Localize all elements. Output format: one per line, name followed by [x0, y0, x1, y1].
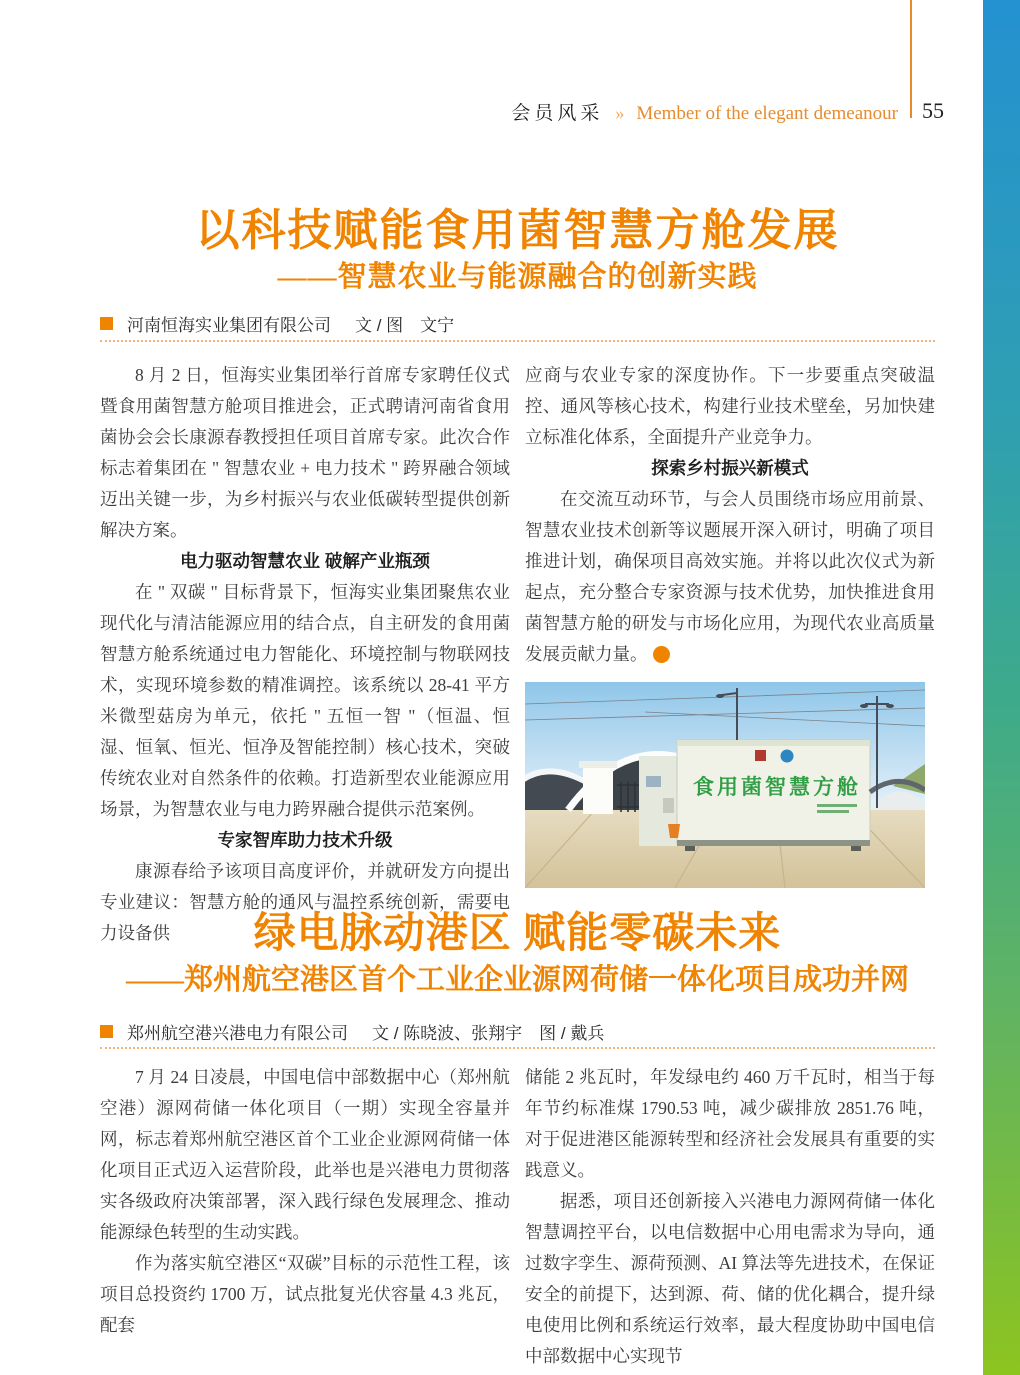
header-vertical-rule [910, 0, 912, 118]
article2-left-column [100, 1062, 510, 1372]
photo-illustration [525, 682, 925, 888]
section-subhead: 探索乡村振兴新模式 [651, 458, 809, 478]
container-skirt [677, 840, 870, 846]
article1-left-column [100, 360, 510, 949]
article2-byline [100, 1019, 935, 1044]
container-phone-line-2 [817, 810, 849, 813]
body-paragraph: 应商与农业专家的深度协作。下一步要重点突破温控、通风等核心技术，构建行业技术壁垒，另加快建立标准化体系，全面提升产业竞争力。 [525, 365, 935, 447]
article1-body [100, 360, 935, 949]
section-subhead: 专家智库助力技术升级 [217, 830, 393, 850]
body-paragraph: 作为落实航空港区“双碳”目标的示范性工程，该项目总投资约 1700 万，试点批复光伏容量 4.3 兆瓦，配套 [100, 1253, 510, 1335]
article-end-icon [653, 646, 670, 663]
body-paragraph: 8 月 2 日，恒海实业集团举行首席专家聘任仪式暨食用菌智慧方舱项目推进会，正式聘请河南省食用菌协会会长康源春教授担任项目首席专家。此次合作标志着集团在 " 智慧农业 + 电力技术 " 跨界融合领域迈出关键一步，为乡村振兴与农业低碳转型提供创新解决方案。 [100, 365, 510, 540]
byline-square-icon [100, 317, 113, 330]
article1-byline-credit: 文 / 图 文宁 [355, 316, 455, 335]
container-logo-red [755, 750, 766, 761]
dotted-divider-2 [100, 1047, 935, 1049]
section-title-en: Member of the elegant demeanour [636, 103, 898, 124]
body-paragraph: 7 月 24 日凌晨，中国电信中部数据中心（郑州航空港）源网荷储一体化项目（一期）实现全容量并网，标志着郑州航空港区首个工业企业源网荷储一体化项目正式迈入运营阶段，此举也是兴港电力贯彻落实各级政府决策部署，深入践行绿色发展理念、推动能源绿色转型的生动实践。 [100, 1067, 510, 1242]
body-paragraph: 储能 2 兆瓦时，年发绿电约 460 万千瓦时，相当于每年节约标准煤 1790.53 吨，减少碳排放 2851.76 吨，对于促进港区能源转型和经济社会发展具有重要的实践意义。 [525, 1067, 935, 1180]
lamp-head-left [716, 694, 724, 698]
page-header [0, 98, 898, 125]
article1-byline-org: 河南恒海实业集团有限公司 [127, 316, 331, 335]
container-leg [685, 846, 695, 851]
body-paragraph: 康源春给予该项目高度评价，并就研发方向提出专业建议：智慧方舱的通风与温控系统创新，需要电力设备供 [100, 861, 510, 943]
container-roof-edge [677, 740, 870, 746]
container-label-text: 食用菌智慧方舱 [693, 776, 861, 799]
article1-right-column-text [525, 360, 935, 670]
ac-unit [663, 798, 674, 813]
article2-subtitle: ——郑州航空港区首个工业企业源网荷储一体化项目成功并网 [125, 964, 909, 996]
article1-title: 以科技赋能食用菌智慧方舱发展 [195, 206, 840, 255]
article2-body [100, 1062, 935, 1372]
container-logo-blue [781, 750, 794, 763]
chevron-right-icon: » [615, 103, 625, 123]
lamp-head-right-1 [860, 704, 868, 708]
body-paragraph: 据悉，项目还创新接入兴港电力源网荷储一体化智慧调控平台，以电信数据中心用电需求为导向，通过数字孪生、源荷预测、AI 算法等先进技术，在保证安全的前提下，达到源、荷、储的优化耦合，提升绿电使用比例和系统运行效率，最大程度协助中国电信中部数据中心实现节 [525, 1191, 935, 1366]
orange-bucket [668, 824, 680, 838]
section-title-cn: 会员风采 [511, 103, 604, 124]
article1-photo [525, 682, 925, 888]
article1-byline [100, 311, 935, 336]
lamp-head-right-2 [886, 704, 894, 708]
article2-byline-org: 郑州航空港兴港电力有限公司 [127, 1024, 348, 1043]
gradient-edge-bar [983, 0, 1020, 1375]
article2-byline-credit: 文 / 陈晓波、张翔宇 图 / 戴兵 [372, 1024, 605, 1043]
gate-pillar [583, 766, 613, 814]
container-phone-line-1 [817, 804, 857, 807]
section-subhead: 电力驱动智慧农业 破解产业瓶颈 [180, 551, 430, 571]
article1-right-column [525, 360, 935, 949]
byline-square-icon-2 [100, 1025, 113, 1038]
article1-subtitle: ——智慧农业与能源融合的创新实践 [277, 261, 758, 293]
dotted-divider [100, 340, 935, 342]
article2-title: 绿电脉动港区 赋能零碳未来 [253, 911, 782, 957]
body-paragraph: 在 " 双碳 " 目标背景下，恒海实业集团聚焦农业现代化与清洁能源应用的结合点，自主研发的食用菌智慧方舱系统通过电力智能化、环境控制与物联网技术，实现环境参数的精准调控。该系统以 28-41 平方米微型菇房为单元，依托 " 五恒一智 "（恒温、恒湿、恒氧、恒光、恒净及智能控制）核心技术，突破传统农业对自然条件的依赖。打造新型农业能源应用场景，为智慧农业与电力跨界融合提供示范案例。 [100, 582, 510, 819]
article2-right-column [525, 1062, 935, 1372]
body-paragraph: 在交流互动环节，与会人员围绕市场应用前景、智慧农业技术创新等议题展开深入研讨，明确了项目推进计划，确保项目高效实施。并将以此次仪式为新起点，充分整合专家资源与技术优势，加快推进食用菌智慧方舱的研发与市场化应用，为现代农业高质量发展贡献力量。℮ [525, 484, 935, 670]
page-number: 55 [922, 98, 944, 123]
gate-pillar-cap [579, 761, 617, 768]
annex-window [646, 776, 661, 787]
container-leg-2 [851, 846, 861, 851]
